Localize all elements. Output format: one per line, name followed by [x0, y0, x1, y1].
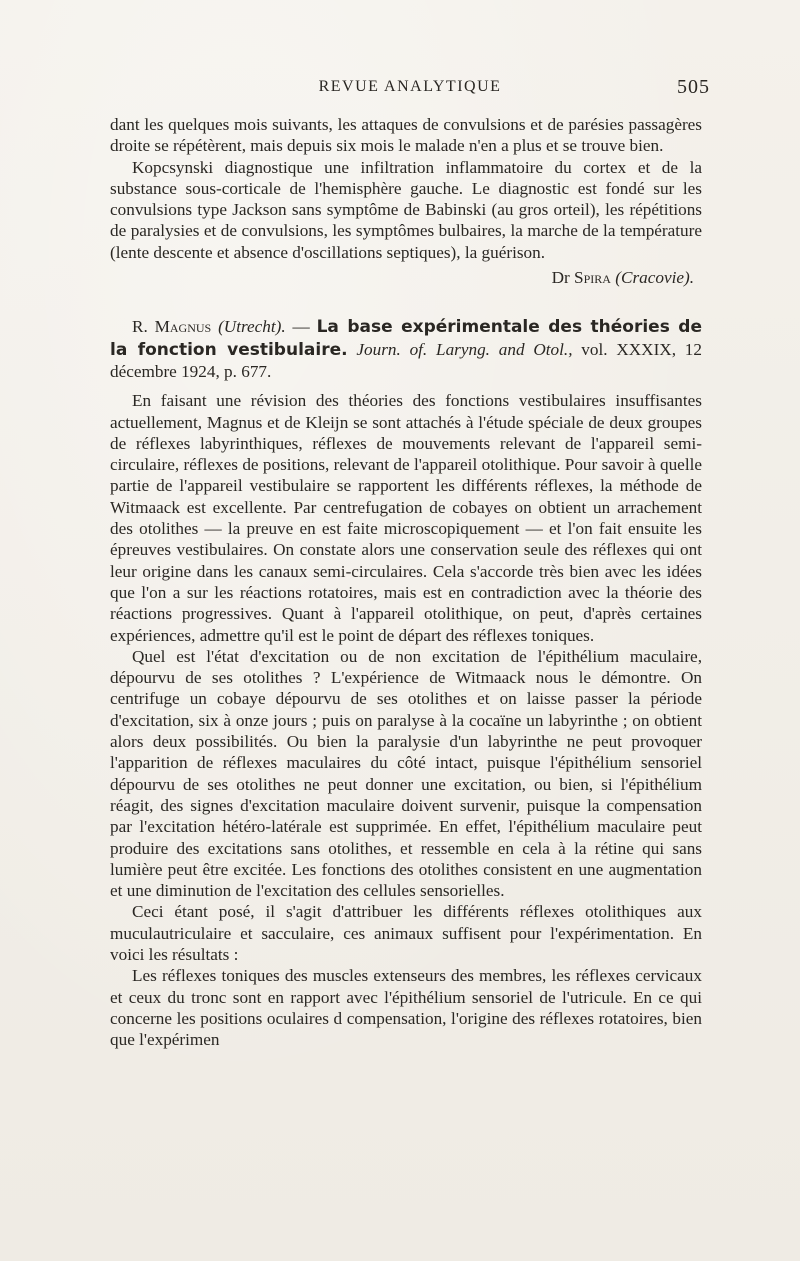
reference-initial: R.	[132, 317, 148, 337]
article1-signature	[110, 267, 694, 288]
article1-continuation: dant les quelques mois suivants, les attaques de convulsions et de parésies passagères droite se répétèrent, mais depuis six mois le malade n'en a plus et se trouve bien.	[110, 115, 702, 156]
running-title: REVUE ANALYTIQUE	[318, 78, 502, 95]
reference-place: (Utrecht).	[218, 317, 286, 337]
article2-paragraph: Ceci étant posé, il s'agit d'attribuer les différents réflexes otolithiques aux muculautriculaire et sacculaire, ces animaux suffisent pour l'expérimentation. En voici les résultats :	[110, 902, 702, 964]
signature-place: (Cracovie).	[615, 268, 694, 288]
page-header	[110, 76, 710, 100]
signature-name: Spira	[574, 268, 611, 288]
page-number: 505	[677, 76, 710, 98]
article2-paragraph: Quel est l'état d'excitation ou de non excitation de l'épithélium maculaire, dépourvu de ses otolithes ? L'expérience de Witmaack nous le démontre. On centrifuge un cobaye dépourvu de ses otolithes et on laisse passer la période d'excitation, six à onze jours ; puis on paralyse à la cocaïne un labyrinthe ; on obtient alors deux possibilités. Ou bien la paralysie d'un labyrinthe ne peut provoquer l'apparition de réflexes maculaires du côté intact, puisque l'épithélium sensoriel dépourvu de ses otolithes ne peut donner une excitation, ou bien, si l'épithélium réagit, des signes d'excitation maculaire doivent survenir, puisque la compensation par l'excitation hétéro-latérale est supprimée. En effet, l'épithélium maculaire peut produire des excitations sans otolithes, et ressemble en cela à la rétine qui sans lumière peut être excitée. Les fonctions des otolithes consistent en une augmentation et une diminution de l'excitation des cellules sensorielles.	[110, 646, 702, 901]
article2-reference	[110, 316, 702, 382]
reference-dash: —	[292, 317, 310, 337]
reference-details: vol. XXXIX, 12 décembre 1924, p. 677.	[110, 339, 702, 381]
article2-paragraph: Les réflexes toniques des muscles extenseurs des membres, les réflexes cervicaux et ceux du tronc sont en rapport avec l'épithélium sensoriel de l'utricule. En ce qui concerne les positions oculaires d compensation, l'origine des réflexes rotatoires, bien que l'expérimen	[110, 966, 702, 1050]
article1-paragraph: Kopcsynski diagnostique une infiltration inflammatoire du cortex et de la substance sous-corticale de l'hemisphère gauche. Le diagnostic est fondé sur les convulsions type Jackson sans symptôme de Babinski (au gros orteil), les répétitions de paralysies et de convulsions, les symptômes bulbaires, la marche de la température (lente descente et absence d'oscillations septiques), la guérison.	[110, 157, 702, 262]
signature-title: Dr	[551, 268, 570, 288]
reference-journal: Journ. of. Laryng. and Otol.,	[356, 339, 573, 359]
article2-paragraph: En faisant une révision des théories des fonctions vestibulaires insuffisantes actuellement, Magnus et de Kleijn se sont attachés à l'étude spéciale de deux groupes de réflexes labyrinthiques, réflexes de mouvements relevant de l'appareil semi-circulaire, réflexes de positions, relevant de l'appareil otolithique. Pour savoir à quelle partie de l'appareil vestibulaire se rapportent les différents réflexes, la méthode de Witmaack est excellente. Par centrefugation de cobayes on obtient un arrachement des otolithes — la preuve en est faite microscopiquement — et l'on fait ensuite les épreuves vestibulaires. On constate alors une conservation seule des réflexes qui ont leur origine dans les canaux semi-circulaires. Cela s'accorde très bien avec les idées que l'on a sur les réactions rotatoires, mais est en contradiction avec la théorie des réactions progressives. Quant à l'appareil otolithique, on peut, d'après certaines expériences, admettre qu'il est le point de départ des réflexes toniques.	[110, 391, 702, 645]
reference-title: La base expérimentale des théories de la fonction vestibulaire.	[110, 317, 702, 360]
page-body	[110, 114, 702, 1050]
reference-author: Magnus	[154, 317, 212, 337]
